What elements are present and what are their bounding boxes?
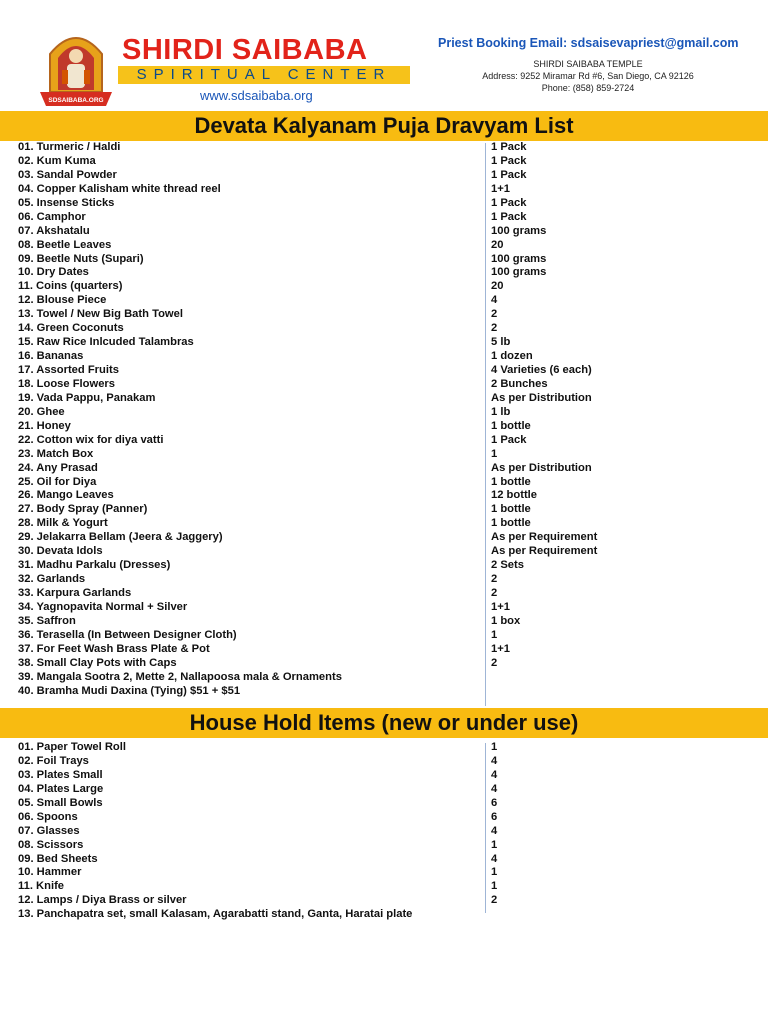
- item-name: 30. Devata Idols: [18, 545, 103, 558]
- item-name: 13. Towel / New Big Bath Towel: [18, 308, 183, 321]
- item-name: 09. Bed Sheets: [18, 852, 98, 865]
- list-item: [18, 350, 758, 364]
- item-quantity: 6: [491, 810, 498, 823]
- item-quantity: 2: [491, 308, 498, 321]
- item-name: 40. Bramha Mudi Daxina (Tying) $51 + $51: [18, 684, 241, 697]
- list-item: [18, 280, 758, 294]
- item-quantity: As per Distribution: [491, 391, 592, 404]
- item-name: 02. Foil Trays: [18, 754, 89, 767]
- list-item: [18, 853, 758, 867]
- item-name: 20. Ghee: [18, 405, 65, 418]
- item-quantity: 4: [491, 824, 498, 837]
- list-item: [18, 448, 758, 462]
- item-name: 06. Camphor: [18, 210, 86, 223]
- list-item: [18, 587, 758, 601]
- item-name: 28. Milk & Yogurt: [18, 517, 108, 530]
- item-quantity: 4: [491, 768, 498, 781]
- temple-address: Address: 9252 Miramar Rd #6, San Diego, CA 92126: [482, 71, 694, 81]
- item-name: 23. Match Box: [18, 447, 94, 460]
- list-item: [18, 643, 758, 657]
- item-name: 12. Lamps / Diya Brass or silver: [18, 894, 187, 907]
- item-quantity: 2: [491, 322, 498, 335]
- list-item: [18, 294, 758, 308]
- item-quantity: 4: [491, 852, 498, 865]
- temple-name: SHIRDI SAIBABA TEMPLE: [533, 59, 643, 69]
- brand-subtitle: SPIRITUAL CENTER: [118, 66, 410, 84]
- item-name: 10. Dry Dates: [18, 266, 89, 279]
- item-name: 36. Terasella (In Between Designer Cloth): [18, 628, 237, 641]
- item-quantity: 1+1: [491, 642, 510, 655]
- item-quantity: 100 grams: [491, 266, 547, 279]
- list-item: [18, 671, 758, 685]
- item-name: 03. Plates Small: [18, 768, 103, 781]
- item-name: 12. Blouse Piece: [18, 294, 107, 307]
- item-quantity: 1 Pack: [491, 141, 527, 153]
- item-quantity: 1: [491, 866, 498, 879]
- list-item: [18, 601, 758, 615]
- list-item: [18, 741, 758, 755]
- temple-phone: Phone: (858) 859-2724: [541, 83, 635, 93]
- website-link[interactable]: www.sdsaibaba.org: [200, 88, 313, 103]
- item-quantity: 6: [491, 796, 498, 809]
- list-item: [18, 755, 758, 769]
- list-item: [18, 517, 758, 531]
- item-quantity: 5 lb: [491, 336, 511, 349]
- list-item: [18, 211, 758, 225]
- list-item: [18, 629, 758, 643]
- item-name: 05. Small Bowls: [18, 796, 103, 809]
- item-quantity: 1 Pack: [491, 210, 527, 223]
- item-name: 24. Any Prasad: [18, 461, 98, 474]
- item-name: 19. Vada Pappu, Panakam: [18, 391, 156, 404]
- item-quantity: 1+1: [491, 600, 510, 613]
- item-name: 01. Turmeric / Haldi: [18, 141, 121, 153]
- item-name: 15. Raw Rice Inlcuded Talambras: [18, 336, 194, 349]
- list-item: [18, 573, 758, 587]
- item-name: 03. Sandal Powder: [18, 168, 117, 181]
- item-quantity: 1: [491, 628, 498, 641]
- item-name: 17. Assorted Fruits: [18, 364, 119, 376]
- list-item: [18, 253, 758, 267]
- list-item: [18, 545, 758, 559]
- list-item: [18, 322, 758, 336]
- list-item: [18, 420, 758, 434]
- list-item: [18, 894, 758, 908]
- item-quantity: 20: [491, 238, 504, 251]
- item-name: 07. Akshatalu: [18, 224, 90, 237]
- item-name: 25. Oil for Diya: [18, 475, 97, 488]
- item-name: 35. Saffron: [18, 614, 76, 627]
- item-quantity: 2: [491, 656, 498, 669]
- item-name: 33. Karpura Garlands: [18, 587, 132, 599]
- item-name: 14. Green Coconuts: [18, 322, 124, 335]
- list-item: [18, 797, 758, 811]
- item-name: 11. Coins (quarters): [18, 280, 123, 293]
- item-name: 38. Small Clay Pots with Caps: [18, 656, 177, 669]
- item-quantity: 1 lb: [491, 405, 511, 418]
- list-item: [18, 336, 758, 350]
- item-quantity: 1: [491, 741, 498, 753]
- item-name: 09. Beetle Nuts (Supari): [18, 252, 144, 265]
- item-quantity: 1 Pack: [491, 168, 527, 181]
- item-name: 05. Insense Sticks: [18, 196, 115, 209]
- list-item: [18, 239, 758, 253]
- item-name: 18. Loose Flowers: [18, 377, 115, 390]
- item-quantity: 100 grams: [491, 252, 547, 265]
- item-quantity: 4 Varieties (6 each): [491, 364, 592, 376]
- item-quantity: 1 bottle: [491, 419, 531, 432]
- list-item: [18, 531, 758, 545]
- list-item: [18, 783, 758, 797]
- item-quantity: 4: [491, 294, 498, 307]
- puja-list-heading: Devata Kalyanam Puja Dravyam List: [0, 111, 768, 141]
- item-name: 06. Spoons: [18, 810, 78, 823]
- list-item: [18, 559, 758, 573]
- item-name: 16. Bananas: [18, 350, 84, 363]
- item-name: 01. Paper Towel Roll: [18, 741, 126, 753]
- list-item: [18, 462, 758, 476]
- item-quantity: 1+1: [491, 182, 510, 195]
- item-quantity: As per Requirement: [491, 545, 598, 558]
- item-name: 10. Hammer: [18, 866, 82, 879]
- item-name: 31. Madhu Parkalu (Dresses): [18, 559, 171, 572]
- item-name: 08. Beetle Leaves: [18, 238, 112, 251]
- item-quantity: As per Distribution: [491, 461, 592, 474]
- list-item: [18, 839, 758, 853]
- list-item: [18, 489, 758, 503]
- list-item: [18, 197, 758, 211]
- item-quantity: 2: [491, 894, 498, 907]
- list-item: [18, 811, 758, 825]
- item-quantity: 2 Sets: [491, 559, 524, 572]
- list-item: [18, 657, 758, 671]
- item-quantity: 1 dozen: [491, 350, 533, 363]
- item-name: 26. Mango Leaves: [18, 489, 114, 502]
- list-item: [18, 378, 758, 392]
- item-quantity: 4: [491, 782, 498, 795]
- contact-info: [438, 36, 738, 94]
- item-quantity: 100 grams: [491, 224, 547, 237]
- item-quantity: 1 box: [491, 614, 521, 627]
- item-quantity: 20: [491, 280, 504, 293]
- list-item: [18, 615, 758, 629]
- list-item: [18, 769, 758, 783]
- item-name: 29. Jelakarra Bellam (Jeera & Jaggery): [18, 531, 223, 544]
- item-quantity: 1 bottle: [491, 475, 531, 488]
- list-item: [18, 908, 758, 922]
- list-item: [18, 685, 758, 699]
- item-quantity: 2 Bunches: [491, 377, 548, 390]
- item-quantity: 1 bottle: [491, 503, 531, 516]
- item-name: 37. For Feet Wash Brass Plate & Pot: [18, 642, 210, 655]
- list-item: [18, 183, 758, 197]
- item-name: 08. Scissors: [18, 838, 84, 851]
- item-quantity: 12 bottle: [491, 489, 538, 502]
- item-name: 27. Body Spray (Panner): [18, 503, 148, 516]
- list-item: [18, 880, 758, 894]
- item-name: 22. Cotton wix for diya vatti: [18, 433, 164, 446]
- list-item: [18, 825, 758, 839]
- item-name: 34. Yagnopavita Normal + Silver: [18, 600, 188, 613]
- list-item: [18, 308, 758, 322]
- item-quantity: 1 Pack: [491, 154, 527, 167]
- item-name: 39. Mangala Sootra 2, Mette 2, Nallapoosa mala & Ornaments: [18, 670, 342, 683]
- household-items-list: [18, 741, 758, 922]
- item-quantity: 1: [491, 447, 498, 460]
- item-quantity: 1: [491, 880, 498, 893]
- item-name: 04. Plates Large: [18, 782, 104, 795]
- list-item: [18, 155, 758, 169]
- item-name: 07. Glasses: [18, 824, 80, 837]
- item-quantity: 1 Pack: [491, 196, 527, 209]
- list-item: [18, 141, 758, 155]
- list-item: [18, 406, 758, 420]
- item-name: 21. Honey: [18, 419, 71, 432]
- list-item: [18, 476, 758, 490]
- household-list-heading: House Hold Items (new or under use): [0, 708, 768, 738]
- list-item: [18, 434, 758, 448]
- logo-banner-text: SDSAIBABA.ORG: [48, 97, 104, 104]
- temple-logo: [36, 26, 116, 110]
- item-quantity: 2: [491, 573, 498, 586]
- item-name: 02. Kum Kuma: [18, 154, 96, 167]
- list-item: [18, 503, 758, 517]
- item-quantity: As per Requirement: [491, 531, 598, 544]
- list-item: [18, 364, 758, 378]
- puja-items-list: [18, 141, 758, 699]
- brand-title: SHIRDI SAIBABA: [122, 34, 368, 66]
- item-quantity: 4: [491, 754, 498, 767]
- item-name: 32. Garlands: [18, 573, 86, 586]
- item-name: 13. Panchapatra set, small Kalasam, Agarabatti stand, Ganta, Haratai plate: [18, 908, 413, 921]
- list-item: [18, 266, 758, 280]
- list-item: [18, 392, 758, 406]
- item-name: 11. Knife: [18, 880, 65, 893]
- item-quantity: 1: [491, 838, 498, 851]
- item-quantity: 1 Pack: [491, 433, 527, 446]
- item-quantity: 2: [491, 587, 498, 599]
- list-item: [18, 866, 758, 880]
- item-name: 04. Copper Kalisham white thread reel: [18, 182, 221, 195]
- priest-email[interactable]: Priest Booking Email: sdsaisevapriest@gmail.com: [438, 36, 739, 50]
- list-item: [18, 225, 758, 239]
- list-item: [18, 169, 758, 183]
- item-quantity: 1 bottle: [491, 517, 531, 530]
